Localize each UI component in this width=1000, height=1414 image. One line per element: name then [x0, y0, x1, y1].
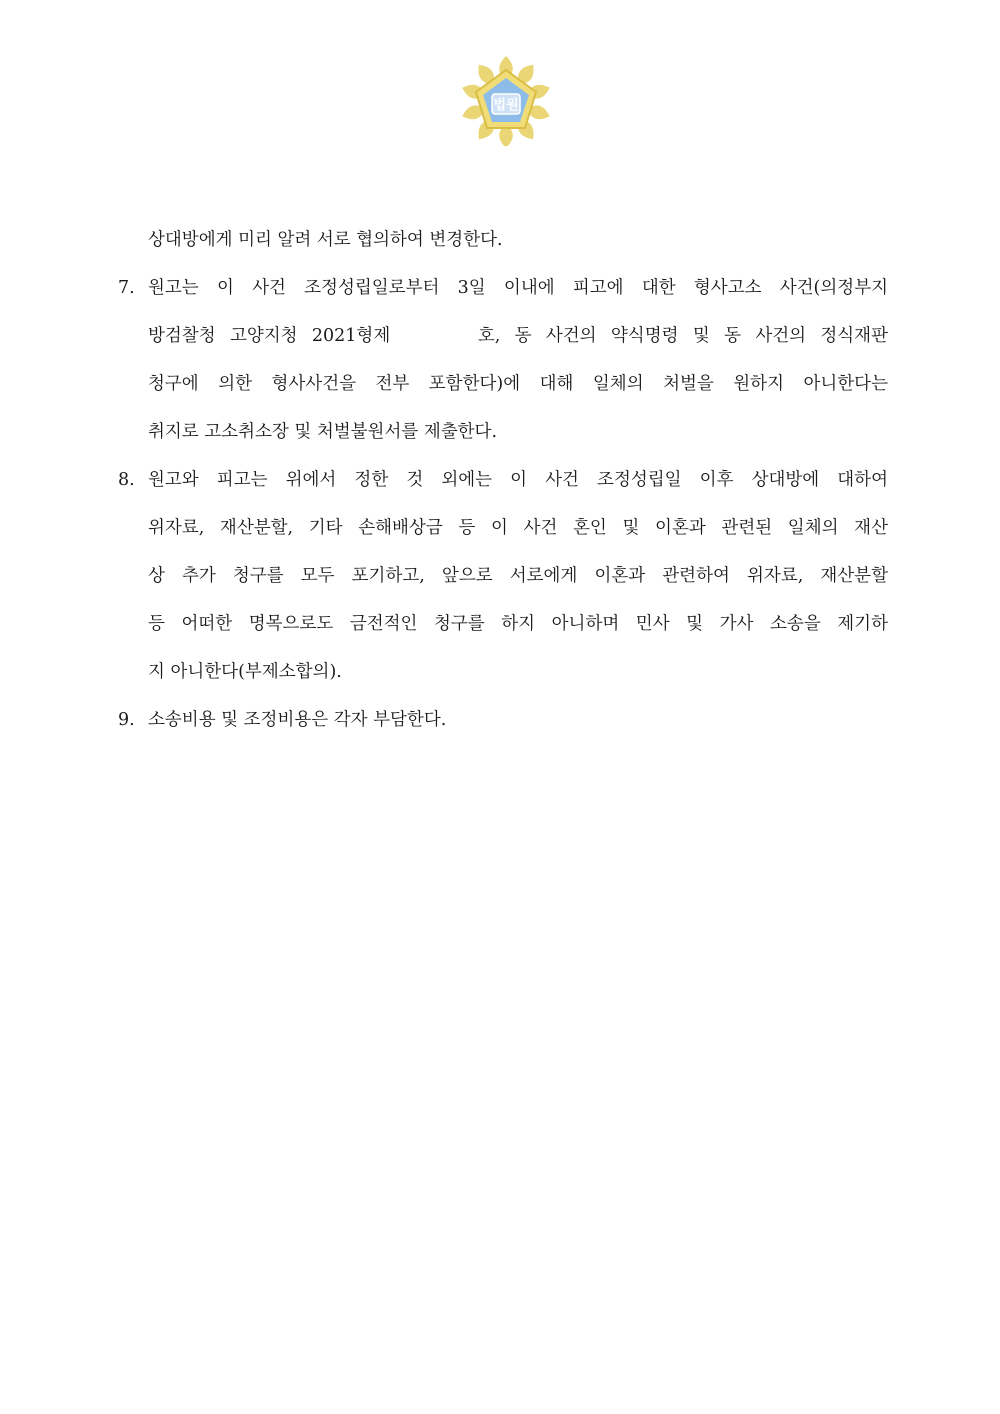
text-line: 상 추가 청구를 모두 포기하고, 앞으로 서로에게 이혼과 관련하여 위자료, 재산분할	[148, 566, 888, 586]
text-line: 상대방에게 미리 알려 서로 협의하여 변경한다.	[148, 230, 503, 250]
text-line: 방검찰청 고양지청 2021형제 호, 동 사건의 약식명령 및 동 사건의 정식재판	[148, 326, 888, 346]
seal-label: 법원	[493, 98, 519, 113]
paragraph-8	[118, 462, 888, 702]
text-line-first	[118, 270, 888, 318]
text-line: 원고는 이 사건 조정성립일로부터 3일 이내에 피고에 대한 형사고소 사건(의정부지	[148, 278, 888, 298]
paragraph-7	[118, 270, 888, 462]
text-line: 청구에 의한 형사사건을 전부 포함한다)에 대해 일체의 처벌을 원하지 아니한다는	[148, 374, 888, 394]
text-line: 소송비용 및 조정비용은 각자 부담한다.	[148, 710, 447, 730]
paragraph-number: 7.	[118, 278, 135, 298]
paragraph-number: 9.	[118, 710, 135, 730]
text-line: 지 아니한다(부제소합의).	[148, 662, 342, 682]
document-body	[118, 222, 888, 750]
text-line-first	[118, 462, 888, 510]
text-line: 취지로 고소취소장 및 처벌불원서를 제출한다.	[148, 422, 498, 442]
paragraph-number: 8.	[118, 470, 135, 490]
text-line: 원고와 피고는 위에서 정한 것 외에는 이 사건 조정성립일 이후 상대방에 대하여	[148, 470, 888, 490]
text-line-first	[118, 702, 888, 750]
court-seal-icon	[458, 54, 554, 146]
paragraph-9	[118, 702, 888, 750]
paragraph-continuation	[118, 222, 888, 270]
text-line: 위자료, 재산분할, 기타 손해배상금 등 이 사건 혼인 및 이혼과 관련된 일체의 재산	[148, 518, 888, 538]
text-line: 등 어떠한 명목으로도 금전적인 청구를 하지 아니하며 민사 및 가사 소송을 제기하	[148, 614, 888, 634]
